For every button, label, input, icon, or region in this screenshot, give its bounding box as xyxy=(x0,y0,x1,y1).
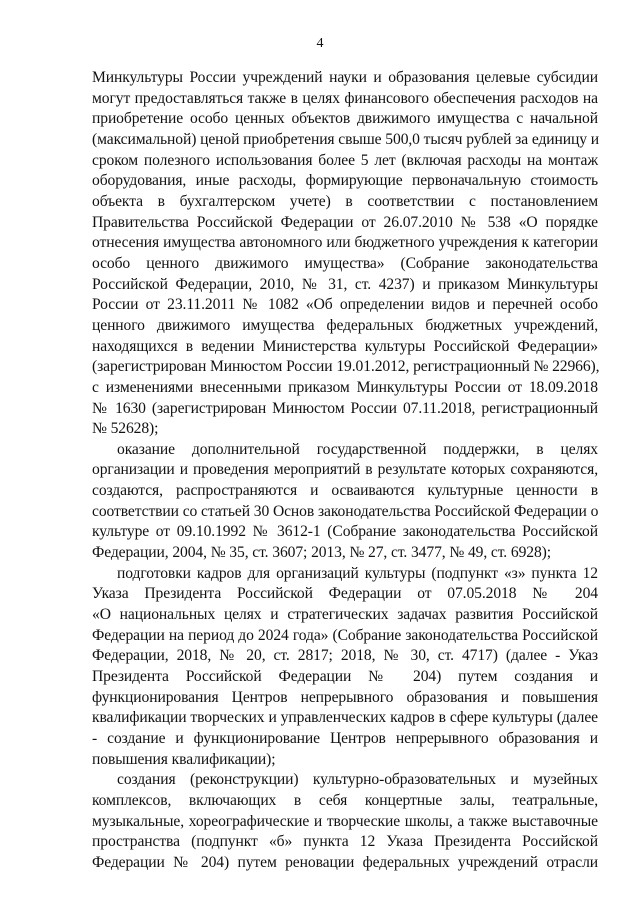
text-line: особо ценного движимого имущества» (Собрание законодательства xyxy=(92,254,598,272)
text-line: России от 23.11.2011 № 1082 «Об определении видов и перечней особо xyxy=(92,296,598,314)
document-body xyxy=(92,68,598,874)
text-line: создания (реконструкции) культурно-образовательных и музейных xyxy=(117,771,598,789)
text-line: оборудования, иные расходы, формирующие первоначальную стоимость xyxy=(92,172,598,190)
text-line: культуре от 09.10.1992 № 3612-1 (Собрание законодательства Российской xyxy=(92,523,598,541)
text-line: № 1630 (зарегистрирован Минюстом России 07.11.2018, регистрационный xyxy=(92,399,598,417)
text-line: музыкальные, хореографические и творческие школы, а также выставочные xyxy=(92,812,598,830)
text-line: функционирования Центров непрерывного образования и повышения xyxy=(92,688,598,706)
text-line: повышения квалификации); xyxy=(92,750,276,768)
paragraph xyxy=(92,564,598,771)
paragraph xyxy=(92,440,598,564)
text-line: создаются, распространяются и осваиваются культурные ценности в xyxy=(92,482,598,500)
text-line: Правительства Российской Федерации от 26.07.2010 № 538 «О порядке xyxy=(92,213,598,231)
text-line: могут предоставляться также в целях финансового обеспечения расходов на xyxy=(92,89,598,107)
text-line: ценного движимого имущества федеральных бюджетных учреждений, xyxy=(92,316,598,334)
text-line: Минкультуры России учреждений науки и образования целевые субсидии xyxy=(92,69,598,86)
text-line: пространства (подпункт «б» пункта 12 Указа Президента Российской xyxy=(92,833,598,851)
text-line: Президента Российской Федерации № 204) путем создания и xyxy=(92,668,598,686)
text-line: организации и проведения мероприятий в результате которых сохраняются, xyxy=(92,461,598,479)
text-line: Указа Президента Российской Федерации от 07.05.2018 № 204 xyxy=(92,585,598,603)
text-line: с изменениями внесенными приказом Минкультуры России от 18.09.2018 xyxy=(92,378,598,396)
text-line: Федерации № 204) путем реновации федеральных учреждений отрасли xyxy=(92,853,598,871)
text-line: квалификации творческих и управленческих кадров в сфере культуры (далее xyxy=(92,709,598,727)
text-line: соответствии со статьей 30 Основ законодательства Российской Федерации о xyxy=(92,502,599,520)
text-line: сроком полезного использования более 5 лет (включая расходы на монтаж xyxy=(92,151,598,169)
text-line: - создание и функционирование Центров непрерывного образования и xyxy=(92,730,598,747)
text-line: Российской Федерации, 2010, № 31, ст. 4237) и приказом Минкультуры xyxy=(92,275,598,293)
text-line: комплексов, включающих в себя концертные залы, театральные, xyxy=(92,791,598,809)
text-line: оказание дополнительной государственной поддержки, в целях xyxy=(117,440,598,458)
text-line: находящихся в ведении Министерства культуры Российской Федерации» xyxy=(92,337,598,355)
text-line: «О национальных целях и стратегических задачах развития Российской xyxy=(92,606,598,624)
text-line: приобретение особо ценных объектов движимого имущества с начальной xyxy=(92,110,598,128)
paragraph xyxy=(92,770,598,873)
text-line: (максимальной) ценой приобретения свыше 500,0 тысяч рублей за единицу и xyxy=(92,130,600,148)
page-number: 4 xyxy=(316,36,324,51)
text-line: Федерации, 2018, № 20, ст. 2817; 2018, № 30, ст. 4717) (далее - Указ xyxy=(92,647,598,665)
text-line: № 52628); xyxy=(92,420,159,438)
text-line: (зарегистрирован Минюстом России 19.01.2012, регистрационный № 22966), xyxy=(92,358,600,376)
text-line: Федерации, 2004, № 35, ст. 3607; 2013, № 27, ст. 3477, № 49, ст. 6928); xyxy=(92,544,552,562)
text-line: отнесения имущества автономного или бюджетного учреждения к категории xyxy=(92,234,598,252)
text-line: объекта в бухгалтерском учете) в соответствии с постановлением xyxy=(92,192,598,210)
paragraph xyxy=(92,68,598,440)
text-line: подготовки кадров для организаций культуры (подпункт «з» пункта 12 xyxy=(117,564,598,582)
text-line: Федерации на период до 2024 года» (Собрание законодательства Российской xyxy=(92,626,598,644)
